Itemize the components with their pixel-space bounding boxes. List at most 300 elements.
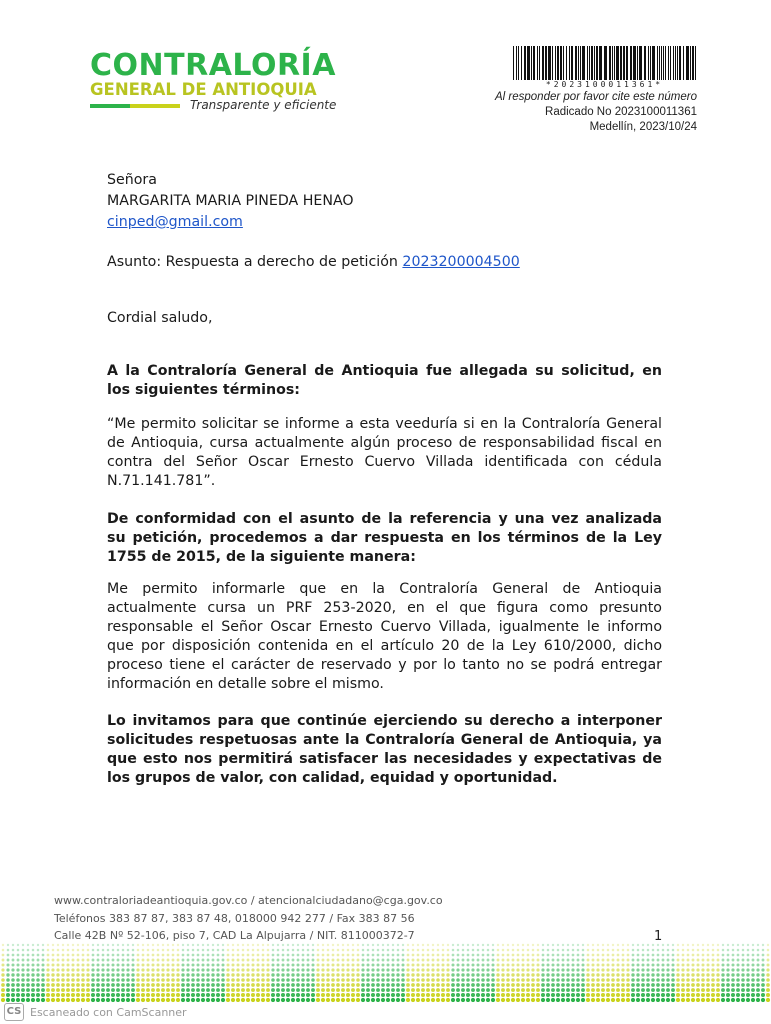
decorative-dot [672, 954, 675, 957]
decorative-dot [271, 968, 274, 971]
decorative-dot [627, 949, 630, 952]
decorative-dot [432, 959, 435, 962]
decorative-dot [136, 963, 139, 966]
decorative-dot [672, 944, 674, 946]
decorative-dot [581, 998, 585, 1002]
decorative-dot [61, 978, 65, 982]
decorative-dot [166, 968, 169, 971]
decorative-dot [401, 973, 404, 976]
decorative-dot [611, 978, 615, 982]
decorative-dot [231, 988, 235, 992]
decorative-dot [757, 959, 760, 962]
decorative-dot [181, 978, 185, 982]
decorative-dot [96, 993, 100, 997]
decorative-dot [62, 949, 65, 952]
decorative-dot [186, 978, 190, 982]
decorative-dot [526, 988, 530, 992]
decorative-dot [56, 993, 60, 997]
barcode-bar [616, 46, 619, 80]
decorative-dot [286, 988, 290, 992]
barcode-bar [644, 46, 646, 80]
decorative-dot [631, 988, 635, 992]
decorative-dot [536, 963, 539, 966]
decorative-dot [181, 988, 185, 992]
decorative-dot [527, 954, 530, 957]
decorative-dot [706, 983, 710, 987]
decorative-dot [561, 973, 564, 976]
decorative-dot [131, 983, 135, 987]
decorative-dot [302, 944, 304, 946]
decorative-dot [266, 993, 270, 997]
decorative-dot [206, 993, 210, 997]
decorative-dot [66, 998, 70, 1002]
decorative-dot [221, 993, 225, 997]
decorative-dot [237, 954, 240, 957]
decorative-dot [557, 959, 560, 962]
decorative-dot [432, 949, 435, 952]
decorative-dot [676, 988, 680, 992]
decorative-dot [626, 983, 630, 987]
decorative-dot [71, 978, 75, 982]
decorative-dot [281, 973, 284, 976]
decorative-dot [457, 949, 460, 952]
decorative-dot [681, 983, 685, 987]
decorative-dot [721, 998, 725, 1002]
decorative-dot [16, 983, 20, 987]
decorative-dot [191, 988, 195, 992]
barcode-bar [557, 46, 559, 80]
decorative-dot [562, 944, 564, 946]
decorative-dot [421, 988, 425, 992]
decorative-dot [761, 968, 764, 971]
decorative-dot [77, 954, 80, 957]
decorative-dot [766, 973, 769, 976]
decorative-dot [146, 993, 150, 997]
barcode-bar [630, 46, 632, 80]
decorative-dot [426, 978, 430, 982]
decorative-dot [741, 973, 744, 976]
barcode-bars [513, 46, 696, 80]
decorative-dot [536, 973, 539, 976]
decorative-dot [276, 998, 280, 1002]
decorative-dot [506, 988, 510, 992]
decorative-dot [411, 973, 414, 976]
decorative-dot [26, 973, 29, 976]
decorative-dot [192, 944, 194, 946]
decorative-dot [297, 944, 299, 946]
decorative-dot [486, 988, 490, 992]
decorative-dot [626, 963, 629, 966]
barcode-bar [626, 46, 628, 80]
decorative-dot [581, 983, 585, 987]
decorative-dot [187, 944, 189, 946]
decorative-dot [57, 954, 60, 957]
decorative-dot [411, 998, 415, 1002]
decorative-dot [346, 983, 350, 987]
decorative-dot [86, 978, 90, 982]
decorative-dot [616, 998, 620, 1002]
decorative-dot [556, 968, 559, 971]
decorative-dot [676, 978, 680, 982]
decorative-dot [111, 993, 115, 997]
decorative-dot [391, 968, 394, 971]
decorative-dot [181, 973, 184, 976]
decorative-dot [107, 949, 110, 952]
decorative-dot [131, 988, 135, 992]
decorative-dot [727, 954, 730, 957]
decorative-dot [762, 949, 765, 952]
decorative-dot [716, 973, 719, 976]
barcode-bar [548, 46, 551, 80]
decorative-dot [281, 968, 284, 971]
decorative-dot [177, 949, 180, 952]
decorative-dot [592, 944, 594, 946]
decorative-dot [726, 998, 730, 1002]
decorative-dot [622, 959, 625, 962]
decorative-dot [626, 968, 629, 971]
decorative-dot [281, 988, 285, 992]
decorative-dot [117, 949, 120, 952]
decorative-dot [301, 968, 304, 971]
decorative-dot [731, 988, 735, 992]
decorative-dot [697, 944, 699, 946]
decorative-dot [367, 949, 370, 952]
decorative-dot [406, 978, 410, 982]
decorative-dot [411, 993, 415, 997]
decorative-dot [216, 988, 220, 992]
decorative-dot [441, 973, 444, 976]
decorative-dot [522, 949, 525, 952]
decorative-dot [161, 978, 165, 982]
decorative-dot [396, 988, 400, 992]
decorative-dot [391, 998, 395, 1002]
decorative-dot [767, 949, 770, 952]
decorative-dot [432, 954, 435, 957]
decorative-dot [217, 959, 220, 962]
decorative-dot [391, 988, 395, 992]
decorative-dot [566, 963, 569, 966]
decorative-dot [492, 954, 495, 957]
decorative-dot [446, 988, 450, 992]
decorative-dot [521, 993, 525, 997]
decorative-dot [317, 954, 320, 957]
decorative-dot [496, 983, 500, 987]
decorative-dot [521, 968, 524, 971]
decorative-dot [317, 949, 320, 952]
decorative-dot [671, 978, 675, 982]
decorative-dot [431, 983, 435, 987]
decorative-dot [281, 963, 284, 966]
decorative-dot [521, 963, 524, 966]
decorative-dot [671, 993, 675, 997]
decorative-dot [737, 954, 740, 957]
decorative-dot [661, 963, 664, 966]
decorative-dot [671, 983, 675, 987]
decorative-dot [452, 954, 455, 957]
decorative-dot [356, 973, 359, 976]
decorative-dot [326, 973, 329, 976]
decorative-dot [361, 993, 365, 997]
decorative-dot [197, 949, 200, 952]
decorative-dot [256, 983, 260, 987]
decorative-dot [36, 978, 40, 982]
decorative-dot [481, 998, 485, 1002]
decorative-dot [256, 978, 260, 982]
barcode-bar [623, 46, 625, 80]
decorative-dot [646, 973, 649, 976]
decorative-dot [606, 993, 610, 997]
decorative-dot [301, 963, 304, 966]
decorative-dot [566, 978, 570, 982]
barcode-bar [518, 46, 519, 80]
decorative-dot [292, 944, 294, 946]
decorative-dot [541, 978, 545, 982]
contraloria-logo [90, 50, 350, 118]
decorative-dot [416, 978, 420, 982]
decorative-dot [201, 983, 205, 987]
decorative-dot [342, 944, 344, 946]
decorative-dot [277, 954, 280, 957]
decorative-dot [436, 998, 440, 1002]
conformity-paragraph: De conformidad con el asunto de la referencia y una vez analizada su petición, procedemos a dar respuesta en los términos de la Ley 1755 de 2015, de la siguiente manera: [107, 511, 662, 565]
decorative-dot [286, 993, 290, 997]
decorative-dot [311, 963, 314, 966]
decorative-dot [536, 983, 540, 987]
decorative-dot [156, 968, 159, 971]
decorative-dot [691, 968, 694, 971]
decorative-dot [36, 993, 40, 997]
decorative-dot [716, 998, 720, 1002]
decorative-dot [541, 973, 544, 976]
decorative-dot [266, 973, 269, 976]
decorative-dot [12, 959, 15, 962]
decorative-dot [111, 988, 115, 992]
recipient-email-link[interactable]: cinped@gmail.com [107, 214, 243, 230]
decorative-dot [621, 993, 625, 997]
decorative-dot [251, 973, 254, 976]
decorative-dot [491, 973, 494, 976]
decorative-dot [556, 983, 560, 987]
decorative-dot [601, 968, 604, 971]
decorative-dot [741, 978, 745, 982]
decorative-dot [516, 988, 520, 992]
decorative-dot [32, 949, 35, 952]
decorative-dot [656, 998, 660, 1002]
decorative-dot [701, 993, 705, 997]
decorative-dot [96, 968, 99, 971]
decorative-dot [307, 944, 309, 946]
decorative-dot [541, 968, 544, 971]
decorative-dot [636, 968, 639, 971]
decorative-dot [92, 959, 95, 962]
decorative-dot [456, 968, 459, 971]
decorative-dot [717, 954, 720, 957]
decorative-dot [151, 998, 155, 1002]
decorative-dot [221, 988, 225, 992]
decorative-dot [231, 983, 235, 987]
decorative-dot [101, 973, 104, 976]
decorative-dot [331, 963, 334, 966]
decorative-dot [397, 954, 400, 957]
decorative-dot [396, 963, 399, 966]
decorative-dot [661, 993, 665, 997]
decorative-dot [341, 993, 345, 997]
decorative-dot [441, 968, 444, 971]
decorative-dot [361, 978, 365, 982]
decorative-dot [461, 983, 465, 987]
decorative-dot [757, 949, 760, 952]
decorative-dot [401, 988, 405, 992]
decorative-dot [501, 988, 505, 992]
logo-tagline: Transparente y eficiente [190, 98, 337, 112]
decorative-dot [656, 973, 659, 976]
decorative-dot [696, 993, 700, 997]
decorative-dot [437, 944, 439, 946]
decorative-dot [487, 944, 489, 946]
decorative-dot [372, 944, 374, 946]
decorative-dot [297, 959, 300, 962]
decorative-dot [767, 944, 769, 946]
decorative-dot [596, 973, 599, 976]
decorative-dot [551, 998, 555, 1002]
decorative-dot [146, 978, 150, 982]
decorative-dot [41, 993, 45, 997]
decorative-dot [676, 968, 679, 971]
decorative-dot [356, 998, 360, 1002]
decorative-dot [716, 988, 720, 992]
decorative-dot [131, 998, 135, 1002]
decorative-dot [306, 963, 309, 966]
decorative-dot [526, 968, 529, 971]
barcode-bar [580, 46, 581, 80]
decorative-dot [176, 963, 179, 966]
decorative-dot [187, 954, 190, 957]
decorative-dot [622, 944, 624, 946]
decorative-dot [216, 973, 219, 976]
decorative-dot [396, 998, 400, 1002]
decorative-dot [201, 988, 205, 992]
decorative-dot [661, 978, 665, 982]
decorative-dot [6, 993, 10, 997]
decorative-dot [321, 988, 325, 992]
decorative-dot [656, 988, 660, 992]
decorative-dot [166, 983, 170, 987]
decorative-dot [157, 954, 160, 957]
decorative-dot [706, 963, 709, 966]
decorative-dot [562, 949, 565, 952]
decorative-dot [157, 959, 160, 962]
decorative-dot [511, 978, 515, 982]
decorative-dot [696, 973, 699, 976]
decorative-dot [476, 978, 480, 982]
decorative-dot [77, 949, 80, 952]
decorative-dot [111, 963, 114, 966]
barcode-bar [513, 46, 514, 80]
decorative-dot [656, 963, 659, 966]
decorative-dot [116, 983, 120, 987]
decorative-dot [656, 968, 659, 971]
decorative-dot [371, 968, 374, 971]
decorative-dot [357, 959, 360, 962]
page-number: 1 [654, 929, 663, 944]
barcode-bar [657, 46, 658, 80]
decorative-dot [511, 973, 514, 976]
decorative-dot [681, 998, 685, 1002]
decorative-dot [562, 954, 565, 957]
decorative-dot [231, 998, 235, 1002]
decorative-dot [591, 968, 594, 971]
barcode-bar [609, 46, 611, 80]
decorative-dot [401, 963, 404, 966]
decorative-dot [16, 973, 19, 976]
decorative-dot [567, 949, 570, 952]
decorative-dot [751, 978, 755, 982]
decorative-dot [41, 968, 44, 971]
decorative-dot [702, 959, 705, 962]
decorative-dot [581, 978, 585, 982]
decorative-dot [1, 993, 5, 997]
decorative-dot [281, 978, 285, 982]
decorative-dot [456, 993, 460, 997]
decorative-dot [237, 949, 240, 952]
decorative-dot [257, 959, 260, 962]
decorative-dot [641, 963, 644, 966]
petition-number-link[interactable]: 2023200004500 [402, 254, 520, 270]
decorative-dot [476, 998, 480, 1002]
decorative-dot [756, 998, 760, 1002]
barcode-bar [659, 46, 660, 80]
decorative-dot [241, 963, 244, 966]
decorative-dot [386, 998, 390, 1002]
decorative-dot [452, 959, 455, 962]
decorative-dot [56, 983, 60, 987]
decorative-dot [617, 959, 620, 962]
barcode-bar [679, 46, 681, 80]
decorative-dot [222, 949, 225, 952]
decorative-dot [531, 968, 534, 971]
decorative-dot [456, 983, 460, 987]
decorative-dot [101, 998, 105, 1002]
decorative-dot [11, 973, 14, 976]
decorative-dot [22, 944, 24, 946]
barcode-bar [661, 46, 662, 80]
decorative-dot [682, 954, 685, 957]
decorative-dot [421, 983, 425, 987]
decorative-dot [1, 978, 5, 982]
decorative-dot [57, 944, 59, 946]
decorative-dot [587, 944, 589, 946]
decorative-dot [742, 944, 744, 946]
decorative-dot [387, 944, 389, 946]
decorative-dot [21, 993, 25, 997]
decorative-dot [106, 973, 109, 976]
decorative-dot [232, 949, 235, 952]
decorative-dot [462, 949, 465, 952]
decorative-dot [167, 959, 170, 962]
decorative-dot [661, 968, 664, 971]
decorative-dot [366, 978, 370, 982]
decorative-dot [301, 983, 305, 987]
decorative-dot [271, 993, 275, 997]
decorative-dot [691, 998, 695, 1002]
decorative-dot [601, 998, 605, 1002]
decorative-dot [461, 998, 465, 1002]
barcode-bar [555, 46, 556, 80]
decorative-dot [726, 993, 730, 997]
decorative-dot [611, 968, 614, 971]
decorative-dot [187, 959, 190, 962]
decorative-dot [506, 993, 510, 997]
